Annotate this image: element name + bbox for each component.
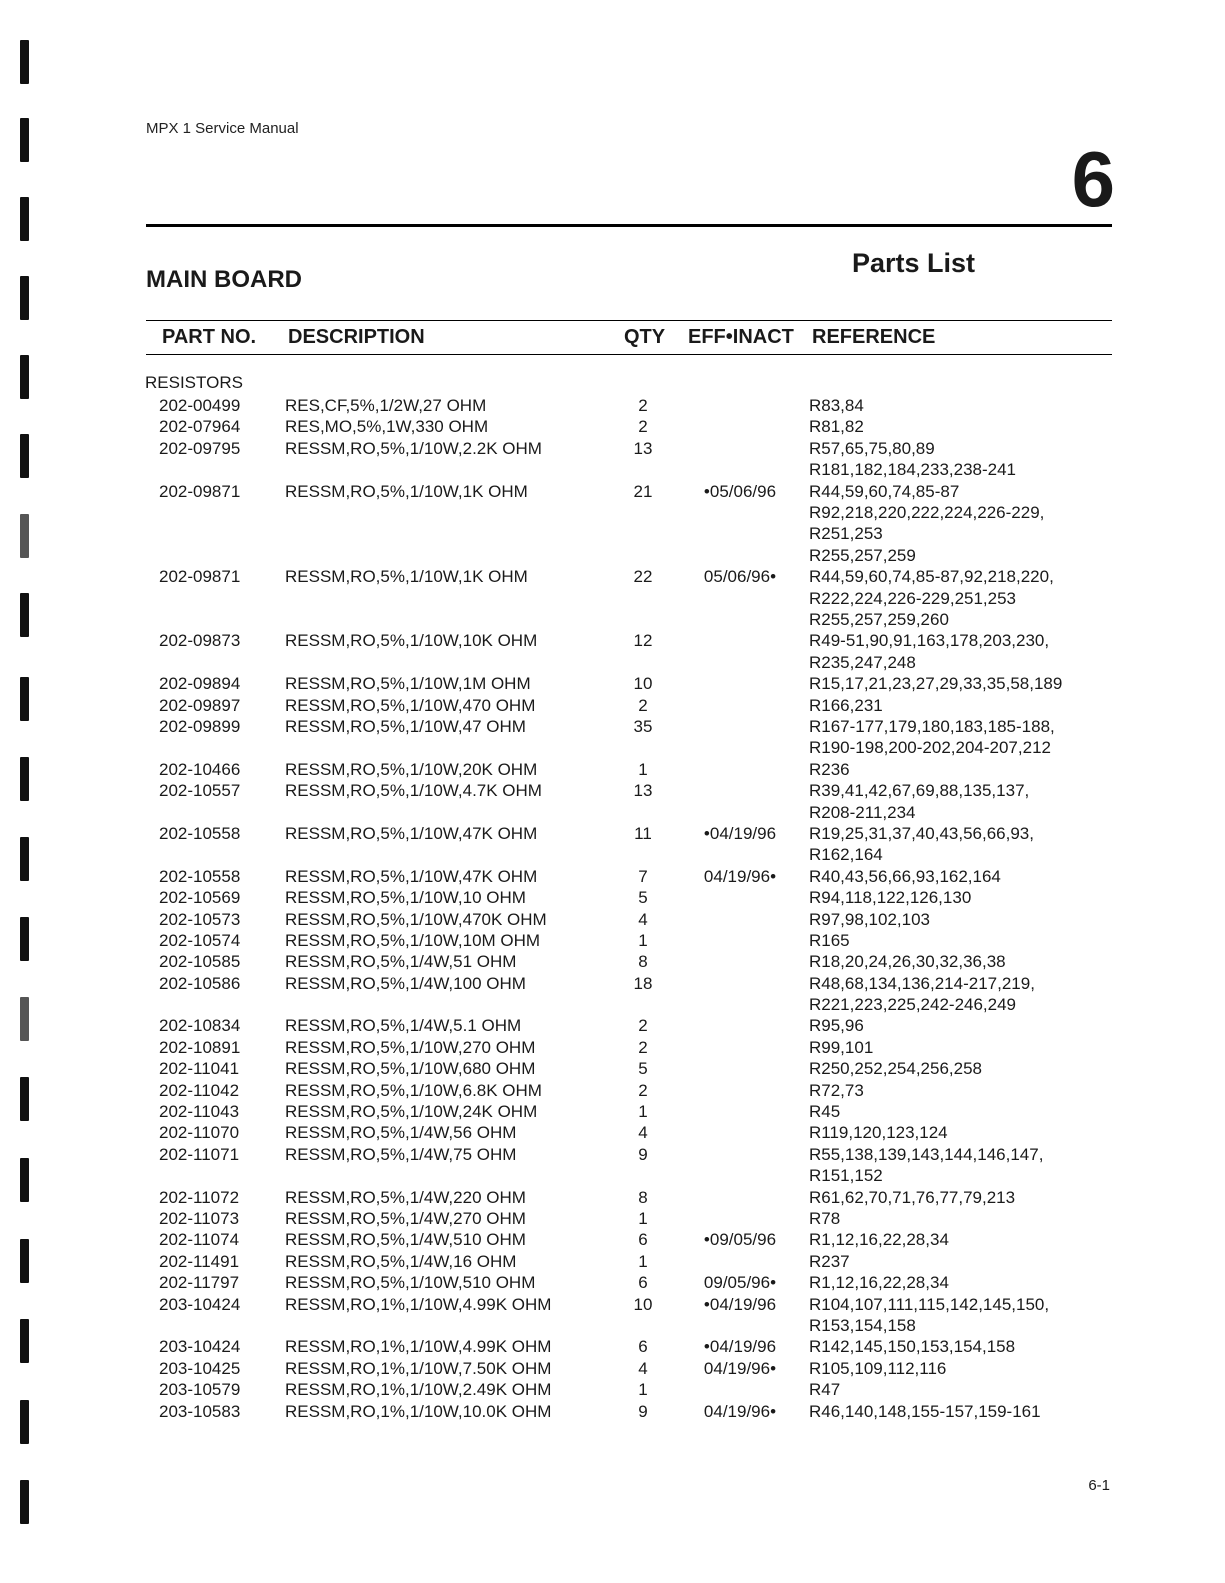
reference-designators xyxy=(809,566,1054,630)
part-quantity: 13 xyxy=(633,438,653,458)
reference-designators xyxy=(809,973,1035,1016)
part-description: RESSM,RO,5%,1/4W,5.1 OHM xyxy=(285,1016,522,1036)
part-number: 202-10466 xyxy=(159,759,241,779)
reference-designators xyxy=(809,1208,840,1229)
table-row xyxy=(0,909,1225,930)
reference-designators xyxy=(809,1187,1015,1208)
part-number: 203-10583 xyxy=(159,1401,241,1421)
table-row xyxy=(0,1379,1225,1400)
part-number: 202-10586 xyxy=(159,973,241,993)
part-quantity: 9 xyxy=(638,1144,648,1164)
part-description: RESSM,RO,5%,1/10W,510 OHM xyxy=(285,1273,536,1293)
part-quantity: 4 xyxy=(638,1358,648,1378)
part-quantity: 2 xyxy=(638,1080,648,1100)
part-description: RESSM,RO,5%,1/10W,270 OHM xyxy=(285,1037,536,1057)
part-quantity: 21 xyxy=(633,481,653,501)
reference-line: R237 xyxy=(809,1251,850,1271)
part-quantity: 18 xyxy=(633,973,653,993)
part-quantity: 12 xyxy=(633,631,653,651)
reference-designators xyxy=(809,930,850,951)
part-number: 202-11797 xyxy=(159,1273,240,1293)
reference-line: R251,253 xyxy=(809,524,883,544)
table-row xyxy=(0,1294,1225,1337)
part-description: RESSM,RO,5%,1/4W,16 OHM xyxy=(285,1251,517,1271)
table-row xyxy=(0,866,1225,887)
part-description: RESSM,RO,5%,1/10W,6.8K OHM xyxy=(285,1080,542,1100)
part-number: 203-10579 xyxy=(159,1380,241,1400)
reference-designators xyxy=(809,759,850,780)
part-quantity: 6 xyxy=(638,1337,648,1357)
part-number: 202-10569 xyxy=(159,888,241,908)
table-row xyxy=(0,1080,1225,1101)
reference-designators xyxy=(809,1336,1015,1357)
part-description: RESSM,RO,5%,1/10W,10K OHM xyxy=(285,631,538,651)
reference-designators xyxy=(809,695,883,716)
table-row xyxy=(0,780,1225,823)
part-description: RESSM,RO,5%,1/4W,100 OHM xyxy=(285,973,526,993)
reference-designators xyxy=(809,887,971,908)
reference-line: R15,17,21,23,27,29,33,35,58,189 xyxy=(809,674,1063,694)
reference-line: R181,182,184,233,238-241 xyxy=(809,460,1017,480)
reference-designators xyxy=(809,1379,840,1400)
part-number: 202-09871 xyxy=(159,567,241,587)
margin-mark xyxy=(20,355,29,399)
reference-line: R221,223,225,242-246,249 xyxy=(809,995,1017,1015)
part-description: RESSM,RO,5%,1/4W,56 OHM xyxy=(285,1123,517,1143)
reference-line: R250,252,254,256,258 xyxy=(809,1059,982,1079)
reference-designators xyxy=(809,395,864,416)
reference-line: R99,101 xyxy=(809,1037,874,1057)
eff-inact-date: •04/19/96 xyxy=(703,1294,777,1314)
margin-mark xyxy=(20,40,29,84)
part-number: 202-11071 xyxy=(159,1144,240,1164)
table-row xyxy=(0,1037,1225,1058)
table-row xyxy=(0,1208,1225,1229)
table-row xyxy=(0,695,1225,716)
part-number: 202-09871 xyxy=(159,481,241,501)
margin-mark xyxy=(20,118,29,162)
part-number: 202-09897 xyxy=(159,695,241,715)
part-quantity: 2 xyxy=(638,1016,648,1036)
reference-line: R81,82 xyxy=(809,417,864,437)
part-number: 202-09795 xyxy=(159,438,241,458)
part-quantity: 4 xyxy=(638,909,648,929)
reference-line: R72,73 xyxy=(809,1080,864,1100)
part-description: RESSM,RO,5%,1/10W,20K OHM xyxy=(285,759,538,779)
reference-designators xyxy=(809,416,864,437)
table-row xyxy=(0,630,1225,673)
reference-designators xyxy=(809,909,930,930)
column-header-reference: REFERENCE xyxy=(812,326,936,348)
reference-designators xyxy=(809,1272,949,1293)
eff-inact-date: •09/05/96 xyxy=(703,1230,777,1250)
reference-line: R61,62,70,71,76,77,79,213 xyxy=(809,1187,1016,1207)
part-description: RESSM,RO,5%,1/10W,47K OHM xyxy=(285,823,538,843)
reference-line: R44,59,60,74,85-87 xyxy=(809,481,960,501)
part-description: RESSM,RO,1%,1/10W,4.99K OHM xyxy=(285,1294,552,1314)
part-quantity: 2 xyxy=(638,1037,648,1057)
reference-line: R46,140,148,155-157,159-161 xyxy=(809,1401,1041,1421)
table-row xyxy=(0,1358,1225,1379)
table-row xyxy=(0,1144,1225,1187)
part-quantity: 8 xyxy=(638,1187,648,1207)
reference-line: R18,20,24,26,30,32,36,38 xyxy=(809,952,1006,972)
table-row xyxy=(0,1251,1225,1272)
part-description: RESSM,RO,5%,1/10W,47K OHM xyxy=(285,866,538,886)
table-row xyxy=(0,1122,1225,1143)
reference-line: R255,257,259 xyxy=(809,545,916,565)
part-quantity: 1 xyxy=(638,1380,648,1400)
part-quantity: 2 xyxy=(638,695,648,715)
reference-designators xyxy=(809,673,1062,694)
part-quantity: 1 xyxy=(638,1102,648,1122)
reference-designators xyxy=(809,1144,1043,1187)
reference-line: R208-211,234 xyxy=(809,802,916,822)
part-number: 202-10834 xyxy=(159,1016,241,1036)
eff-inact-date: 04/19/96• xyxy=(703,866,777,886)
parts-table-body xyxy=(0,395,1225,1422)
eff-inact-date: 09/05/96• xyxy=(703,1273,777,1293)
reference-designators xyxy=(809,716,1055,759)
part-number: 202-09894 xyxy=(159,674,241,694)
reference-line: R97,98,102,103 xyxy=(809,909,930,929)
table-row xyxy=(0,1336,1225,1357)
part-description: RESSM,RO,5%,1/10W,10M OHM xyxy=(285,930,541,950)
table-row xyxy=(0,1229,1225,1250)
part-quantity: 35 xyxy=(633,716,653,736)
table-row xyxy=(0,395,1225,416)
table-row xyxy=(0,673,1225,694)
table-row xyxy=(0,716,1225,759)
part-description: RESSM,RO,5%,1/4W,270 OHM xyxy=(285,1209,526,1228)
part-description: RESSM,RO,5%,1/10W,10 OHM xyxy=(285,888,526,908)
part-description: RESSM,RO,5%,1/10W,470K OHM xyxy=(285,909,547,929)
part-quantity: 11 xyxy=(634,823,652,843)
part-description: RESSM,RO,5%,1/10W,470 OHM xyxy=(285,695,536,715)
reference-line: R94,118,122,126,130 xyxy=(809,888,972,908)
eff-inact-date: 04/19/96• xyxy=(703,1358,777,1378)
reference-designators xyxy=(809,481,1044,567)
reference-line: R57,65,75,80,89 xyxy=(809,438,935,458)
part-quantity: 5 xyxy=(638,1059,648,1079)
reference-line: R78 xyxy=(809,1209,841,1228)
reference-line: R1,12,16,22,28,34 xyxy=(809,1230,949,1250)
reference-line: R44,59,60,74,85-87,92,218,220, xyxy=(809,567,1054,587)
table-row xyxy=(0,1272,1225,1293)
reference-designators xyxy=(809,1251,850,1272)
reference-designators xyxy=(809,1358,946,1379)
table-row xyxy=(0,438,1225,481)
chapter-title: Parts List xyxy=(851,248,975,278)
page-number: 6-1 xyxy=(1088,1477,1110,1494)
part-description: RESSM,RO,5%,1/4W,510 OHM xyxy=(285,1230,526,1250)
table-row xyxy=(0,1015,1225,1036)
part-number: 202-11072 xyxy=(159,1187,240,1207)
table-header-rule-top xyxy=(146,320,1112,321)
reference-line: R1,12,16,22,28,34 xyxy=(809,1273,949,1293)
part-quantity: 22 xyxy=(633,567,653,587)
eff-inact-date: 04/19/96• xyxy=(703,1401,777,1421)
table-row xyxy=(0,1101,1225,1122)
table-header-rule-bottom xyxy=(146,354,1112,355)
reference-line: R236 xyxy=(809,759,850,779)
part-description: RESSM,RO,5%,1/10W,1M OHM xyxy=(285,674,531,694)
reference-line: R222,224,226-229,251,253 xyxy=(809,588,1017,608)
part-quantity: 6 xyxy=(638,1230,648,1250)
table-row xyxy=(0,1058,1225,1079)
part-description: RESSM,RO,5%,1/10W,1K OHM xyxy=(285,567,528,587)
margin-mark xyxy=(20,197,29,241)
reference-designators xyxy=(809,1015,864,1036)
table-row xyxy=(0,416,1225,437)
reference-line: R190-198,200-202,204-207,212 xyxy=(809,738,1051,758)
part-description: RESSM,RO,5%,1/4W,220 OHM xyxy=(285,1187,526,1207)
table-row xyxy=(0,759,1225,780)
part-description: RESSM,RO,5%,1/10W,47 OHM xyxy=(285,716,526,736)
reference-line: R47 xyxy=(809,1380,841,1400)
part-quantity: 9 xyxy=(638,1401,648,1421)
margin-mark xyxy=(20,276,29,320)
part-description: RESSM,RO,1%,1/10W,2.49K OHM xyxy=(285,1380,552,1400)
part-quantity: 8 xyxy=(638,952,648,972)
part-number: 202-11491 xyxy=(159,1251,240,1271)
reference-designators xyxy=(809,1037,873,1058)
eff-inact-date: •04/19/96 xyxy=(703,823,777,843)
part-quantity: 2 xyxy=(638,396,648,415)
reference-designators xyxy=(809,823,1034,866)
reference-line: R235,247,248 xyxy=(809,652,916,672)
column-header-eff-inact: EFF•INACT xyxy=(688,326,794,348)
part-quantity: 6 xyxy=(638,1273,648,1293)
reference-line: R55,138,139,143,144,146,147, xyxy=(809,1144,1044,1164)
reference-line: R45 xyxy=(809,1102,841,1122)
part-quantity: 1 xyxy=(638,930,648,950)
reference-designators xyxy=(809,1058,982,1079)
reference-line: R48,68,134,136,214-217,219, xyxy=(809,973,1035,993)
table-row xyxy=(0,1401,1225,1422)
table-row xyxy=(0,973,1225,1016)
reference-line: R95,96 xyxy=(809,1016,864,1036)
running-head: MPX 1 Service Manual xyxy=(146,120,299,137)
reference-designators xyxy=(809,1294,1049,1337)
part-number: 202-10574 xyxy=(159,930,241,950)
reference-line: R165 xyxy=(809,930,850,950)
part-number: 203-10424 xyxy=(159,1294,241,1314)
reference-line: R151,152 xyxy=(809,1166,883,1186)
reference-designators xyxy=(809,1229,949,1250)
part-number: 203-10424 xyxy=(159,1337,241,1357)
reference-line: R39,41,42,67,69,88,135,137, xyxy=(809,781,1030,801)
margin-mark xyxy=(20,1480,29,1524)
part-quantity: 10 xyxy=(633,1294,653,1314)
part-description: RESSM,RO,5%,1/4W,51 OHM xyxy=(285,952,517,972)
reference-line: R167-177,179,180,183,185-188, xyxy=(809,716,1055,736)
eff-inact-date: •04/19/96 xyxy=(703,1337,777,1357)
column-header-part-no: PART NO. xyxy=(162,326,257,348)
reference-line: R83,84 xyxy=(809,396,864,415)
reference-designators xyxy=(809,866,1001,887)
section-title: MAIN BOARD xyxy=(146,266,302,293)
reference-designators xyxy=(809,438,1016,481)
part-description: RESSM,RO,1%,1/10W,10.0K OHM xyxy=(285,1401,552,1421)
part-description: RESSM,RO,1%,1/10W,7.50K OHM xyxy=(285,1358,552,1378)
reference-line: R49-51,90,91,163,178,203,230, xyxy=(809,631,1050,651)
eff-inact-date: •05/06/96 xyxy=(703,481,777,501)
part-number: 202-11041 xyxy=(159,1059,240,1079)
part-description: RESSM,RO,5%,1/4W,75 OHM xyxy=(285,1144,517,1164)
part-number: 202-11070 xyxy=(159,1123,240,1143)
reference-line: R19,25,31,37,40,43,56,66,93, xyxy=(809,823,1034,843)
table-row xyxy=(0,566,1225,630)
reference-line: R40,43,56,66,93,162,164 xyxy=(809,866,1001,886)
reference-line: R162,164 xyxy=(809,845,883,865)
part-number: 202-07964 xyxy=(159,417,241,437)
reference-line: R104,107,111,115,142,145,150, xyxy=(809,1294,1050,1314)
reference-designators xyxy=(809,780,1029,823)
chapter-rule xyxy=(146,224,1112,227)
table-row xyxy=(0,823,1225,866)
reference-line: R119,120,123,124 xyxy=(809,1123,948,1143)
table-row xyxy=(0,481,1225,567)
reference-designators xyxy=(809,1122,948,1143)
category-label: RESISTORS xyxy=(145,373,243,392)
part-quantity: 10 xyxy=(633,674,653,694)
part-number: 202-09899 xyxy=(159,716,241,736)
part-quantity: 1 xyxy=(638,1251,648,1271)
part-number: 202-11042 xyxy=(159,1080,240,1100)
part-number: 202-10558 xyxy=(159,866,241,886)
reference-line: R153,154,158 xyxy=(809,1315,916,1335)
reference-designators xyxy=(809,630,1049,673)
part-quantity: 1 xyxy=(638,1209,648,1228)
part-description: RESSM,RO,5%,1/10W,4.7K OHM xyxy=(285,781,542,801)
reference-line: R142,145,150,153,154,158 xyxy=(809,1337,1016,1357)
reference-line: R255,257,259,260 xyxy=(809,609,949,629)
part-number: 202-09873 xyxy=(159,631,241,651)
reference-designators xyxy=(809,951,1006,972)
part-quantity: 13 xyxy=(633,781,653,801)
reference-line: R92,218,220,222,224,226-229, xyxy=(809,502,1045,522)
column-header-qty: QTY xyxy=(624,326,666,348)
part-quantity: 2 xyxy=(638,417,648,437)
chapter-number: 6 xyxy=(1071,135,1115,223)
part-number: 202-10573 xyxy=(159,909,241,929)
part-number: 202-11043 xyxy=(159,1102,240,1122)
part-description: RES,CF,5%,1/2W,27 OHM xyxy=(285,396,487,415)
reference-designators xyxy=(809,1101,840,1122)
part-description: RESSM,RO,5%,1/10W,24K OHM xyxy=(285,1102,538,1122)
eff-inact-date: 05/06/96• xyxy=(703,567,777,587)
part-number: 202-10558 xyxy=(159,823,241,843)
column-header-description: DESCRIPTION xyxy=(288,326,425,348)
table-row xyxy=(0,1187,1225,1208)
table-row xyxy=(0,951,1225,972)
part-quantity: 7 xyxy=(638,866,648,886)
part-number: 202-11074 xyxy=(159,1230,240,1250)
reference-designators xyxy=(809,1080,864,1101)
part-number: 203-10425 xyxy=(159,1358,241,1378)
part-number: 202-00499 xyxy=(159,396,241,415)
part-number: 202-10585 xyxy=(159,952,241,972)
reference-designators xyxy=(809,1401,1041,1422)
part-quantity: 5 xyxy=(638,888,648,908)
reference-line: R105,109,112,116 xyxy=(809,1358,947,1378)
part-quantity: 1 xyxy=(638,759,648,779)
part-number: 202-10891 xyxy=(159,1037,241,1057)
table-row xyxy=(0,930,1225,951)
part-quantity: 4 xyxy=(638,1123,648,1143)
part-description: RESSM,RO,5%,1/10W,680 OHM xyxy=(285,1059,536,1079)
part-number: 202-10557 xyxy=(159,781,241,801)
part-description: RESSM,RO,1%,1/10W,4.99K OHM xyxy=(285,1337,552,1357)
reference-line: R166,231 xyxy=(809,695,883,715)
part-description: RESSM,RO,5%,1/10W,1K OHM xyxy=(285,481,528,501)
part-description: RES,MO,5%,1W,330 OHM xyxy=(285,417,489,437)
table-row xyxy=(0,887,1225,908)
part-number: 202-11073 xyxy=(159,1209,240,1228)
part-description: RESSM,RO,5%,1/10W,2.2K OHM xyxy=(285,438,542,458)
